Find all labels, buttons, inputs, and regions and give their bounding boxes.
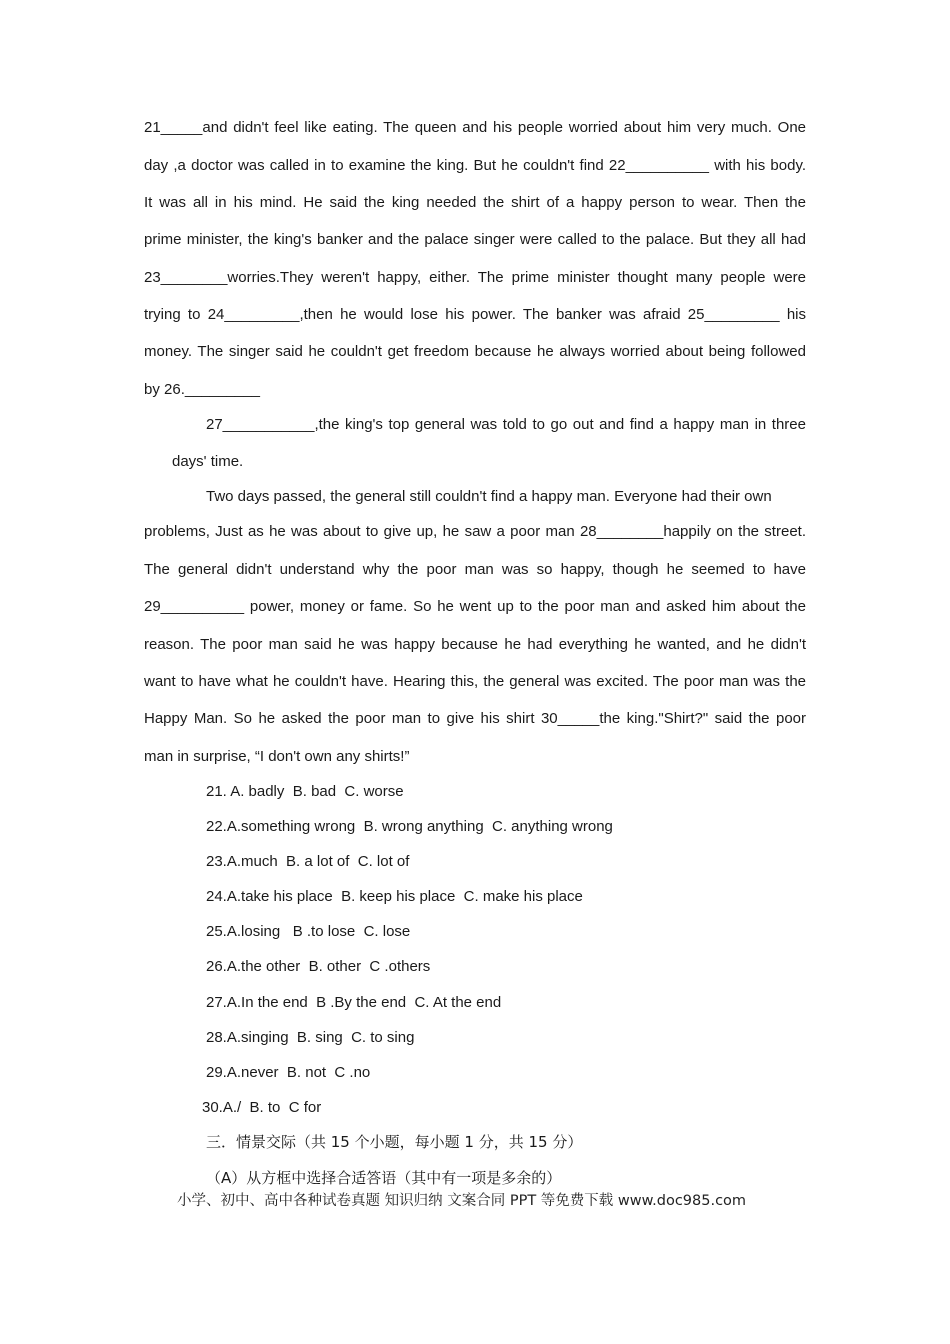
- passage-p2-line-2: days' time.: [172, 453, 244, 470]
- option-27: 27.A.In the end B .By the end C. At the end: [206, 994, 502, 1011]
- page-footer: 小学、初中、高中各种试卷真题 知识归纳 文案合同 PPT 等免费下载 www.doc985.com: [177, 1193, 747, 1209]
- section-title: 三．情景交际（共 15 个小题，每小题 1 分，共 15 分）: [206, 1133, 583, 1151]
- passage-line-7: money. The singer said he couldn't get freedom because he always worried about being followed: [144, 343, 806, 360]
- passage-line-3: It was all in his mind. He said the king needed the shirt of a happy person to wear. Then the: [144, 194, 806, 211]
- option-26: 26.A.the other B. other C .others: [206, 958, 431, 975]
- passage-last-line: man in surprise, “I don't own any shirts!”: [144, 748, 410, 765]
- passage-p3-line-7: Happy Man. So he asked the poor man to give his shirt 30_____the king."Shirt?" said the poor: [144, 710, 806, 727]
- option-29: 29.A.never B. not C .no: [206, 1064, 371, 1081]
- option-23: 23.A.much B. a lot of C. lot of: [206, 853, 410, 870]
- option-24: 24.A.take his place B. keep his place C. make his place: [206, 888, 583, 905]
- passage-p3-line-2: problems, Just as he was about to give up, he saw a poor man 28________happily on the street.: [144, 523, 806, 540]
- passage-line-8: by 26._________: [144, 381, 260, 398]
- section-subtitle: （A）从方框中选择合适答语（其中有一项是多余的）: [206, 1169, 562, 1187]
- option-25: 25.A.losing B .to lose C. lose: [206, 923, 411, 940]
- passage-line-4: prime minister, the king's banker and the palace singer were called to the palace. But they all had: [144, 231, 806, 248]
- option-28: 28.A.singing B. sing C. to sing: [206, 1029, 415, 1046]
- passage-p3-line-6: want to have what he couldn't have. Hearing this, the general was excited. The poor man was the: [144, 673, 806, 690]
- passage-p2-line-1: 27___________,the king's top general was told to go out and find a happy man in three: [206, 416, 806, 433]
- passage-p3-line-1: Two days passed, the general still couldn't find a happy man. Everyone had their own: [206, 488, 772, 505]
- passage-p3-line-3: The general didn't understand why the poor man was so happy, though he seemed to have: [144, 561, 806, 578]
- option-30: 30.A./ B. to C for: [202, 1099, 322, 1116]
- option-22: 22.A.something wrong B. wrong anything C. anything wrong: [206, 818, 613, 835]
- option-21: 21. A. badly B. bad C. worse: [206, 783, 404, 800]
- passage-p3-line-5: reason. The poor man said he was happy because he had everything he wanted, and he didn't: [144, 636, 806, 653]
- passage-line-2: day ,a doctor was called in to examine the king. But he couldn't find 22__________ with his body.: [144, 157, 806, 174]
- passage-line-1: 21_____and didn't feel like eating. The queen and his people worried about him very much. One: [144, 119, 806, 136]
- passage-line-6: trying to 24_________,then he would lose his power. The banker was afraid 25_________ his: [144, 306, 806, 323]
- passage-line-5: 23________worries.They weren't happy, either. The prime minister thought many people were: [144, 269, 806, 286]
- passage-p3-line-4: 29__________ power, money or fame. So he went up to the poor man and asked him about the: [144, 598, 806, 615]
